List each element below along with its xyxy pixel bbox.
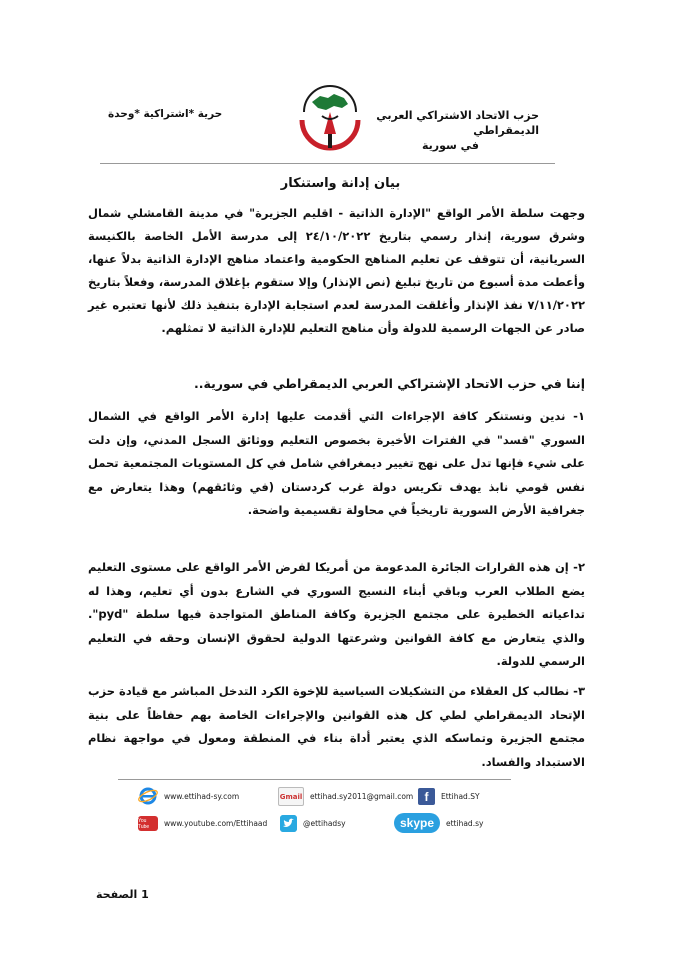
footer-youtube [138, 816, 267, 831]
footer-divider [118, 779, 511, 780]
footer-skype [394, 813, 483, 833]
twitter-text: @ettihadsy [303, 819, 346, 828]
internet-explorer-icon [138, 786, 158, 806]
footer-twitter [280, 815, 346, 832]
statement-item-2: ٢- إن هذه القرارات الجائرة المدعومة من أمريكا لفرض الأمر الواقع على مستوى التعليم يضع الطلاب العرب وباقي أبناء النسيج السوري في الشارع بدون أي تعليم، وهذا له تداعياته الخطيرة على مجتمع الجزيرة وكافة المناطق المتواجدة فيها سلطة "pyd". والذي يتعارض مع كافة القوانين وشرعتها الدولية لحقوق الإنسان وحقه في التعليم الرسمي للدولة. [88, 560, 585, 668]
email-text: ettihad.sy2011@gmail.com [310, 792, 414, 801]
party-logo-icon [294, 72, 366, 158]
header-divider [100, 163, 555, 164]
gmail-icon: Gmail [278, 787, 304, 806]
page-number: 1 الصفحة [96, 888, 149, 901]
statement-subtitle: إننا في حزب الاتحاد الإشتراكي العربي الديمقراطي في سورية.. [194, 376, 585, 391]
skype-icon: skype [394, 813, 440, 833]
statement-item-1: ١- ندين ونستنكر كافة الإجراءات التي أقدمت عليها إدارة الأمر الواقع في الشمال السوري "قسد" في الفترات الأخيرة بخصوص التعليم ووثائق السجل المدني، وإن دلت على شيء فإنها تدل على نهج تغيير ديمغرافي شامل في كل المستويات المجتمعية تحمل نفس قومي نابذ يهدف تكريس دولة غرب كردستان (في وثائقهم) وهذا يتعارض مع جغرافية الأرض السورية تاريخياً في محاولة تقسيمية واضحة. [88, 409, 585, 517]
intro-paragraph: وجهت سلطة الأمر الواقع "الإدارة الذاتية - اقليم الجزيرة" في مدينة القامشلي شمال وشرق سورية، إنذار رسمي بتاريخ ٢٤/١٠/٢٠٢٢ إلى مدرسة الأمل الخاصة بالكنيسة السريانية، أن تتوقف عن تعليم المناهج الحكومية واعتماد مناهج الإدارة الذاتية بدلاً عنها، وأعطت مدة أسبوع من تاريخ تبليغ (نص الإنذار) وإلا ستقوم بإغلاق المدرسة، وفعلاً بتاريخ ٧/١١/٢٠٢٢ نفذ الإنذار وأغلقت المدرسة لعدم استجابة الإدارة بتنفيذ ذلك لأنها تعتبره غير صادر عن الجهات الرسمية للدولة وأن مناهج التعليم للإدارة الذاتية لا تمثلهم. [88, 206, 585, 335]
website-text: www.ettihad-sy.com [164, 791, 240, 801]
twitter-icon [280, 815, 297, 832]
footer-email [278, 787, 413, 806]
youtube-text: www.youtube.com/Ettihaad [164, 819, 268, 828]
footer-website [138, 786, 239, 806]
party-name-line1: حزب الاتحاد الاشتراكي العربي الديمقراطي [376, 109, 539, 137]
footer-facebook [418, 788, 480, 805]
party-name-line2: في سورية [421, 139, 479, 152]
document-title: بيان إدانة واستنكار [280, 176, 401, 191]
party-slogan: حرية *اشتراكية *وحدة [108, 108, 223, 120]
facebook-icon: f [418, 788, 435, 805]
youtube-icon: You Tube [138, 816, 158, 831]
statement-item-3: ٣- نطالب كل العقلاء من التشكيلات السياسية للإخوة الكرد التدخل المباشر مع قيادة حزب الإتحاد الديمقراطي لطي كل هذه القوانين والإجراءات الخاصة بهم حفاظاً على بنية مجتمع الجزيرة وتماسكه الذي يعتبر أداة بناء في المنطقة ومعول في مواجهة نظام الاستبداد والفساد. [88, 684, 585, 769]
facebook-text: Ettihad.SY [441, 792, 480, 801]
skype-text: ettihad.sy [446, 818, 484, 828]
